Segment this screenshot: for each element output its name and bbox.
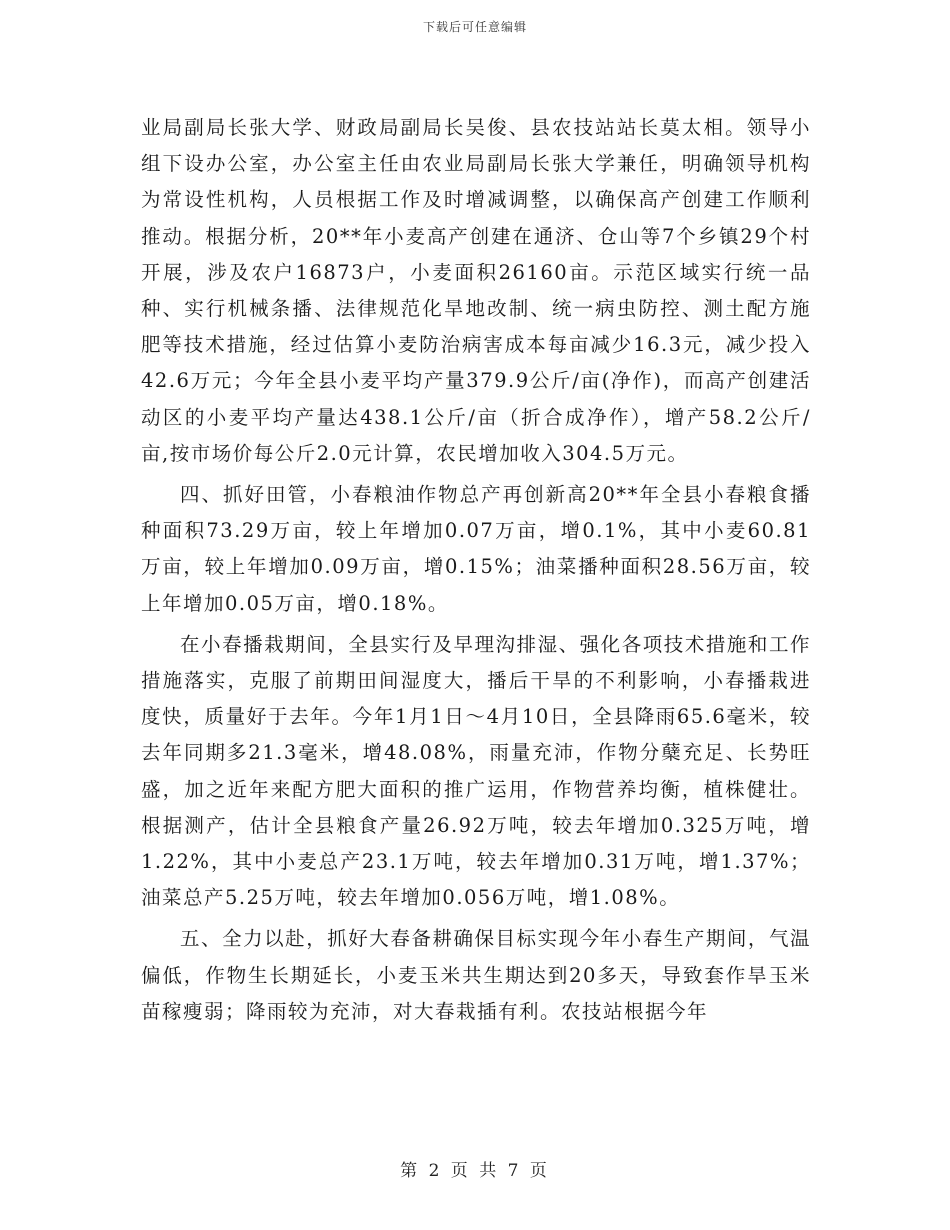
paragraph-3: 在小春播栽期间，全县实行及早理沟排湿、强化各项技术措施和工作措施落实，克服了前期田间湿度大，播后干旱的不利影响，小春播栽进度快，质量好于去年。今年1月1日～4月10日，全县降雨65.6毫米，较去年同期多21.3毫米，增48.08%，雨量充沛，作物分蘖充足、长势旺盛，加之近年来配方肥大面积的推广运用，作物营养均衡，植株健壮。根据测产，估计全县粮食产量26.92万吨，较去年增加0.325万吨，增1.22%，其中小麦总产23.1万吨，较去年增加0.31万吨，增1.37%；油菜总产5.25万吨，较去年增加0.056万吨，增1.08%。 — [141, 632, 811, 910]
page-number: 第 2 页 共 7 页 — [400, 1161, 550, 1181]
document-body — [141, 110, 811, 1035]
paragraph-1: 业局副局长张大学、财政局副局长吴俊、县农技站站长莫太相。领导小组下设办公室，办公室主任由农业局副局长张大学兼任，明确领导机构为常设性机构，人员根据工作及时增减调整，以确保高产创建工作顺利推动。根据分析，20**年小麦高产创建在通济、仓山等7个乡镇29个村开展，涉及农户16873户，小麦面积26160亩。示范区域实行统一品种、实行机械条播、法律规范化旱地改制、统一病虫防控、测土配方施肥等技术措施，经过估算小麦防治病害成本每亩减少16.3元，减少投入42.6万元；今年全县小麦平均产量379.9公斤/亩(净作)，而高产创建活动区的小麦平均产量达438.1公斤/亩（折合成净作），增产58.2公斤/亩,按市场价每公斤2.0元计算，农民增加收入304.5万元。 — [141, 116, 811, 465]
paragraph-2: 四、抓好田管，小春粮油作物总产再创新高20**年全县小春粮食播种面积73.29万亩，较上年增加0.07万亩，增0.1%，其中小麦60.81万亩，较上年增加0.09万亩，增0.15%；油菜播种面积28.56万亩，较上年增加0.05万亩，增0.18%。 — [141, 483, 811, 615]
paragraph-4: 五、全力以赴，抓好大春备耕确保目标实现今年小春生产期间，气温偏低，作物生长期延长，小麦玉米共生期达到20多天，导致套作旱玉米苗稼瘦弱；降雨较为充沛，对大春栽插有利。农技站根据今年 — [141, 927, 811, 1023]
header-note: 下载后可任意编辑 — [422, 20, 527, 34]
